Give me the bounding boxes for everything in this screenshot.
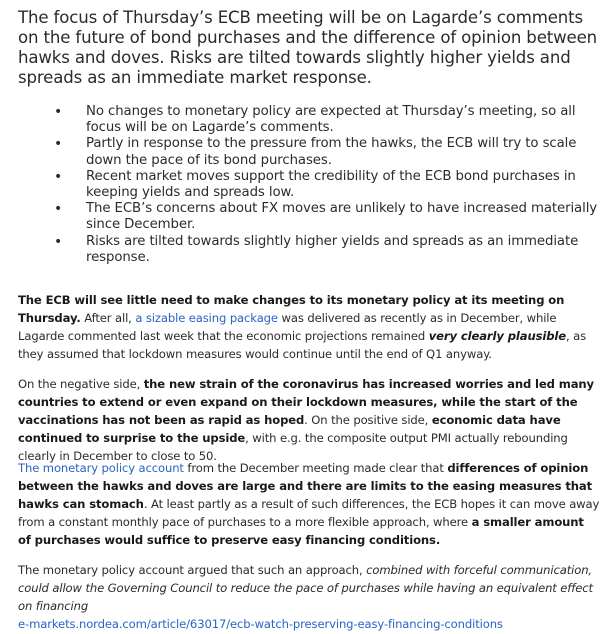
body-text: from the December meeting made clear that: [183, 461, 448, 475]
bold-text: The ECB will see little need to make changes to its monetary policy at its meeting on Thursday.: [18, 293, 565, 325]
bullet-icon: •: [54, 201, 63, 218]
key-point-item: [40, 169, 600, 201]
bold-text: a smaller amount of purchases would suffice to preserve easy financing conditions.: [18, 514, 584, 547]
bold-italic-text: very clearly plausible: [428, 328, 566, 343]
bold-text: differences of opinion between the hawks and doves are large and there are limits to the easing measures that hawks can stomach: [18, 461, 593, 511]
paragraph-policy-outlook: [18, 292, 600, 364]
key-point-text: Risks are tilted towards slightly higher yields and spreads as an immediate response.: [86, 233, 579, 265]
monetary-policy-account-link[interactable]: The monetary policy account: [18, 461, 184, 475]
bullet-icon: •: [54, 168, 63, 185]
bold-text: economic data have continued to surprise to the upside: [18, 412, 561, 445]
paragraph-risks: [18, 376, 600, 466]
bullet-icon: •: [54, 136, 63, 153]
body-text: , with e.g. the composite output PMI actually rebounding clearly in December to close to 50.: [18, 430, 568, 463]
bullet-icon: •: [54, 104, 63, 120]
body-text: After all,: [80, 310, 136, 325]
key-point-item: [40, 234, 600, 266]
body-text: , as they assumed that lockdown measures would continue until the end of Q1 anyway.: [18, 328, 587, 361]
key-point-text: No changes to monetary policy are expected at Thursday’s meeting, so all focus will be on Lagarde’s comments.: [86, 104, 576, 136]
key-point-item: [40, 104, 600, 136]
key-point-text: Recent market moves support the credibility of the ECB bond purchases in keeping yields and spreads low.: [86, 168, 576, 201]
italic-text: combined with forceful communication, could allow the Governing Council to reduce the pace of purchases while having an equivalent effect on financing: [18, 563, 593, 613]
key-point-text: Partly in response to the pressure from the hawks, the ECB will try to scale down the pace of its bond purchases.: [86, 136, 577, 168]
bullet-icon: •: [54, 233, 63, 250]
body-text: On the negative side,: [18, 377, 144, 391]
source-url-link[interactable]: e-markets.nordea.com/article/63017/ecb-watch-preserving-easy-financing-conditions: [18, 616, 503, 631]
key-points-list: [40, 104, 600, 266]
article-lede: The focus of Thursday’s ECB meeting will be on Lagarde’s comments on the future of bond purchases and the difference of opinion between hawks and doves. Risks are tilted towards slightly higher yields and spreads as an immediate market response.: [18, 8, 598, 87]
body-text: was delivered as recently as in December, while Lagarde commented last week that the economic projections remained: [18, 310, 557, 343]
key-point-item: [40, 136, 600, 168]
body-text: The monetary policy account argued that such an approach,: [18, 563, 367, 577]
key-point-text: The ECB’s concerns about FX moves are unlikely to have increased materially since December.: [86, 201, 598, 233]
bold-text: the new strain of the coronavirus has increased worries and led many countries to extend or even expand on their lockdown measures, while the start of the vaccinations has not been as rapid as hoped: [18, 377, 594, 427]
paragraph-approach: [18, 562, 600, 634]
easing-package-link[interactable]: a sizable easing package: [135, 310, 278, 325]
body-text: . At least partly as a result of such differences, the ECB hopes it can move away from a constant monthly pace of purchases to a more flexible approach, where: [18, 496, 600, 529]
paragraph-policy-account: [18, 460, 600, 550]
body-text: . On the positive side,: [304, 412, 432, 427]
key-point-item: [40, 201, 600, 233]
